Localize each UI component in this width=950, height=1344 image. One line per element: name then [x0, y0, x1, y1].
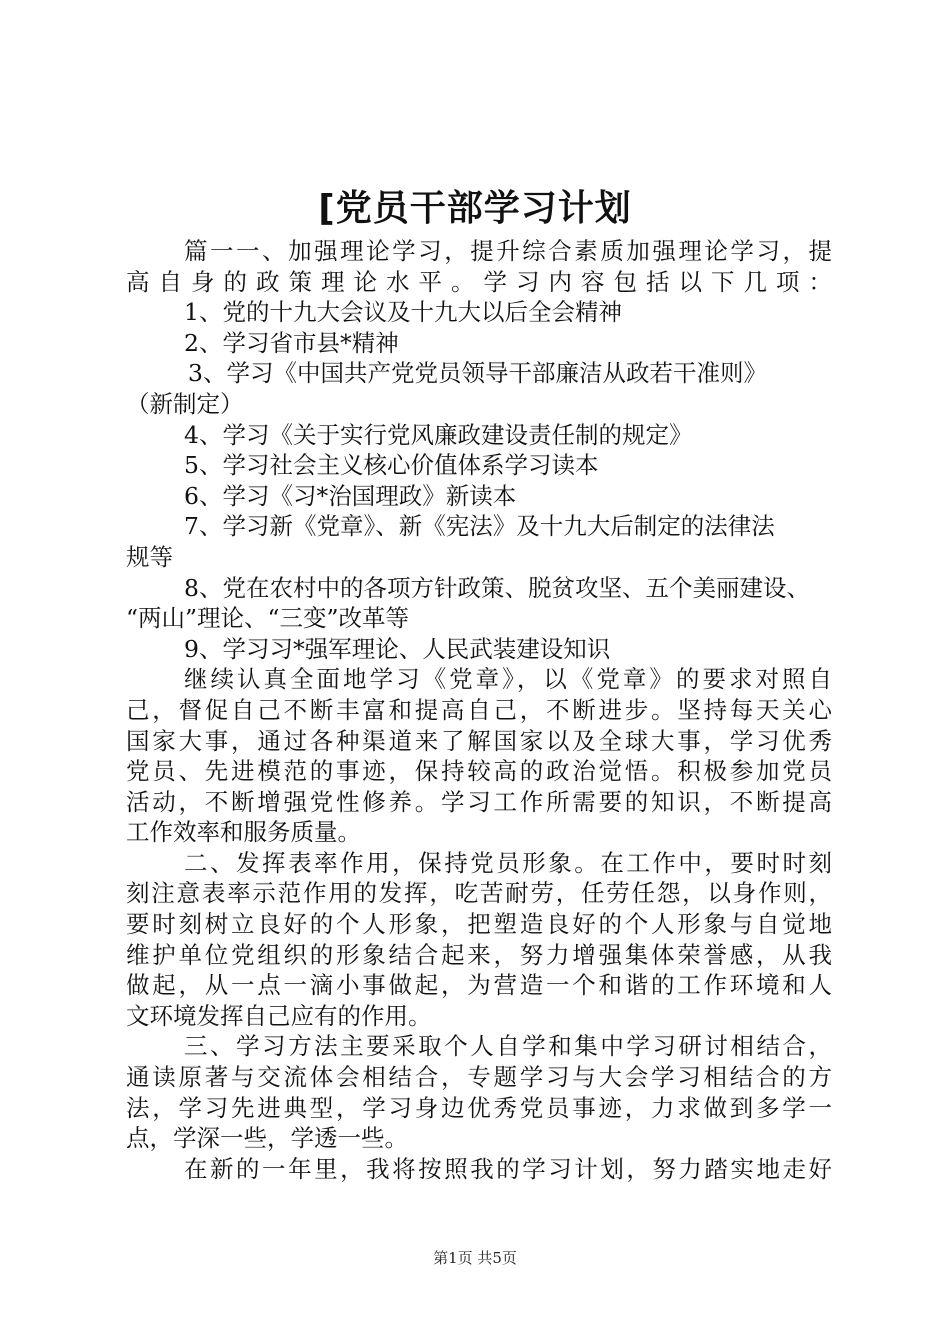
list-item: 6、学习《习*治国理政》新读本 — [184, 481, 517, 510]
list-item-continuation: “两山”理论、“三变”改革等 — [126, 604, 410, 633]
paragraph-line: 二、发挥表率作用，保持党员形象。在工作中，要时时刻 — [184, 848, 832, 877]
paragraph-line: 做起，从一点一滴小事做起，为营造一个和谐的工作环境和人 — [126, 971, 832, 1000]
paragraph-line: 党员、先进模范的事迹，保持较高的政治觉悟。积极参加党员 — [126, 757, 832, 786]
paragraph-line: 点，学深一些，学透一些。 — [126, 1124, 408, 1153]
list-item: 7、学习新《党章》、新《宪法》及十九大后制定的法律法 — [184, 512, 775, 541]
paragraph-line: 篇一一、加强理论学习，提升综合素质加强理论学习，提 — [184, 237, 832, 265]
list-item: 9、学习习*强军理论、人民武装建设知识 — [184, 634, 611, 663]
list-item-continuation: （新制定） — [126, 389, 244, 418]
paragraph-line: 高自身的政策理论水平。学习内容包括以下几项： — [126, 267, 832, 296]
paragraph-line: 法，学习先进典型，学习身边优秀党员事迹，力求做到多学一 — [126, 1093, 832, 1122]
paragraph-line: 要时刻树立良好的个人形象，把塑造良好的个人形象与自觉地 — [126, 910, 832, 939]
document-body — [126, 236, 832, 1184]
document-title: [党员干部学习计划 — [318, 188, 632, 229]
list-item: 8、党在农村中的各项方针政策、脱贫攻坚、五个美丽建设、 — [184, 573, 810, 602]
list-item-continuation: 规等 — [126, 542, 173, 571]
paragraph-line: 工作效率和服务质量。 — [126, 818, 361, 847]
paragraph-line: 通读原著与交流体会相结合，专题学习与大会学习相结合的方 — [126, 1063, 832, 1092]
paragraph-line: 维护单位党组织的形象结合起来，努力增强集体荣誉感，从我 — [126, 940, 832, 969]
paragraph-line: 国家大事，通过各种渠道来了解国家以及全球大事，学习优秀 — [126, 726, 832, 755]
paragraph-line: 己，督促自己不断丰富和提高自己，不断进步。坚持每天关心 — [126, 695, 832, 724]
list-item: 2、学习省市县*精神 — [184, 328, 399, 357]
paragraph-line: 三、学习方法主要采取个人自学和集中学习研讨相结合， — [184, 1032, 832, 1061]
list-item: 3、学习《中国共产党党员领导干部廉洁从政若干准则》 — [188, 359, 767, 388]
paragraph-line: 文环境发挥自己应有的作用。 — [126, 1001, 432, 1030]
list-item: 1、党的十九大会议及十九大以后全会精神 — [184, 298, 622, 327]
list-item: 5、学习社会主义核心价值体系学习读本 — [184, 451, 599, 480]
list-item: 4、学习《关于实行党风廉政建设责任制的规定》 — [184, 420, 693, 449]
paragraph-line: 在新的一年里，我将按照我的学习计划，努力踏实地走好 — [184, 1154, 832, 1183]
paragraph-line: 活动，不断增强党性修养。学习工作所需要的知识，不断提高 — [126, 787, 832, 816]
paragraph-line: 继续认真全面地学习《党章》，以《党章》的要求对照自 — [184, 665, 832, 694]
paragraph-line: 刻注意表率示范作用的发挥，吃苦耐劳，任劳任怨，以身作则， — [126, 879, 832, 908]
page-footer: 第1页 共5页 — [433, 1249, 517, 1267]
